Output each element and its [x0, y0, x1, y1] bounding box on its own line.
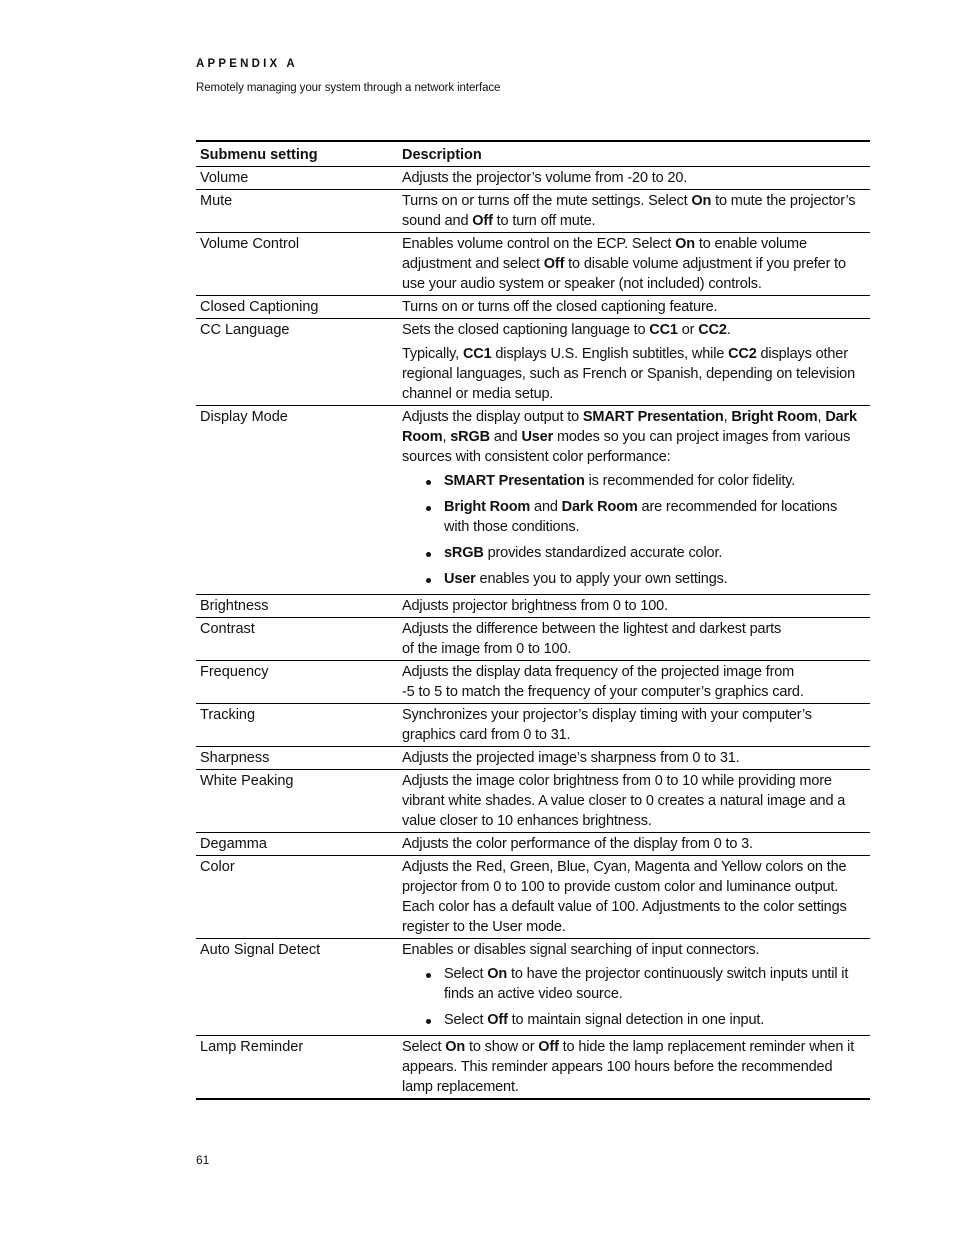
table-row [196, 661, 870, 704]
setting-name: Frequency [196, 661, 398, 704]
setting-description [398, 296, 870, 319]
description-paragraph: Adjusts projector brightness from 0 to 100. [402, 598, 668, 614]
setting-description [398, 770, 870, 833]
description-paragraph: Adjusts the difference between the lightest and darkest parts of the image from 0 to 100. [402, 621, 782, 657]
table-row [196, 233, 870, 296]
description-paragraph: Adjusts the display output to SMART Presentation, Bright Room, Dark Room, sRGB and User modes so you can project images from various sources with consistent color performance: [402, 409, 857, 465]
setting-name: Degamma [196, 833, 398, 856]
setting-description [398, 406, 870, 595]
bullet-item: User enables you to apply your own settings. [424, 569, 866, 589]
setting-description [398, 1036, 870, 1100]
page-number: 61 [196, 1153, 210, 1167]
table-row [196, 190, 870, 233]
table-row [196, 595, 870, 618]
appendix-label: APPENDIX A [196, 58, 298, 70]
bullet-item: sRGB provides standardized accurate color. [424, 543, 866, 563]
table-row [196, 747, 870, 770]
setting-description [398, 618, 870, 661]
setting-name: Mute [196, 190, 398, 233]
table-body [196, 167, 870, 1100]
setting-name: Contrast [196, 618, 398, 661]
chapter-subtitle: Remotely managing your system through a network interface [196, 82, 501, 94]
bullet-item: Select On to have the projector continuously switch inputs until it finds an active video source. [424, 964, 866, 1004]
table-row [196, 167, 870, 190]
setting-name: Volume [196, 167, 398, 190]
column-header-description: Description [398, 141, 870, 167]
setting-name: Sharpness [196, 747, 398, 770]
setting-name: Display Mode [196, 406, 398, 595]
setting-description [398, 233, 870, 296]
bullet-item: Bright Room and Dark Room are recommended for locations with those conditions. [424, 497, 866, 537]
setting-name: White Peaking [196, 770, 398, 833]
table-row [196, 856, 870, 939]
description-paragraph: Adjusts the color performance of the display from 0 to 3. [402, 836, 753, 852]
table-row [196, 833, 870, 856]
bullet-item: Select Off to maintain signal detection in one input. [424, 1010, 866, 1030]
running-head [196, 58, 500, 94]
setting-name: Volume Control [196, 233, 398, 296]
description-paragraph: Synchronizes your projector’s display timing with your computer’s graphics card from 0 to 31. [402, 707, 812, 743]
setting-description [398, 833, 870, 856]
description-paragraph: Turns on or turns off the closed captioning feature. [402, 299, 718, 315]
description-paragraph: Turns on or turns off the mute settings. Select On to mute the projector’s sound and Off to turn off mute. [402, 193, 856, 229]
bullet-item: SMART Presentation is recommended for color fidelity. [424, 471, 866, 491]
description-paragraph: Enables volume control on the ECP. Select On to enable volume adjustment and select Off to disable volume adjustment if you prefer to use your audio system or speaker (not included) controls. [402, 236, 846, 292]
description-paragraph: Adjusts the projected image’s sharpness from 0 to 31. [402, 750, 740, 766]
setting-description [398, 704, 870, 747]
submenu-settings-table [196, 140, 870, 1100]
setting-name: Color [196, 856, 398, 939]
setting-description [398, 747, 870, 770]
column-header-setting: Submenu setting [196, 141, 398, 167]
description-paragraph: Adjusts the display data frequency of the projected image from -5 to 5 to match the frequency of your computer’s graphics card. [402, 664, 804, 700]
bullet-list [402, 471, 866, 589]
table-row [196, 296, 870, 319]
setting-name: Auto Signal Detect [196, 939, 398, 1036]
description-paragraph: Enables or disables signal searching of input connectors. [402, 942, 760, 958]
setting-name: Brightness [196, 595, 398, 618]
setting-description [398, 595, 870, 618]
description-paragraph: Typically, CC1 displays U.S. English subtitles, while CC2 displays other regional languages, such as French or Spanish, depending on television channel or media setup. [402, 346, 856, 402]
setting-description [398, 939, 870, 1036]
table-row [196, 939, 870, 1036]
description-paragraph: Select On to show or Off to hide the lamp replacement reminder when it appears. This reminder appears 100 hours before the recommended lamp replacement. [402, 1039, 855, 1095]
description-paragraph: Adjusts the projector’s volume from -20 to 20. [402, 170, 688, 186]
setting-name: CC Language [196, 319, 398, 406]
table-row [196, 406, 870, 595]
bullet-list [402, 964, 866, 1030]
setting-description [398, 856, 870, 939]
table-row [196, 319, 870, 406]
table-header-row [196, 141, 870, 167]
table-row [196, 618, 870, 661]
table-row [196, 1036, 870, 1100]
description-paragraph: Adjusts the Red, Green, Blue, Cyan, Magenta and Yellow colors on the projector from 0 to 100 to provide custom color and luminance output. Each color has a default value of 100. Adjustments to the color settings register to the User mode. [402, 859, 847, 935]
table-row [196, 704, 870, 747]
setting-name: Tracking [196, 704, 398, 747]
setting-description [398, 190, 870, 233]
description-paragraph: Sets the closed captioning language to CC1 or CC2. [402, 322, 731, 338]
setting-name: Lamp Reminder [196, 1036, 398, 1100]
setting-description [398, 167, 870, 190]
setting-name: Closed Captioning [196, 296, 398, 319]
setting-description [398, 661, 870, 704]
setting-description [398, 319, 870, 406]
table-row [196, 770, 870, 833]
description-paragraph: Adjusts the image color brightness from 0 to 10 while providing more vibrant white shades. A value closer to 0 creates a natural image and a value closer to 10 enhances brightness. [402, 773, 846, 829]
